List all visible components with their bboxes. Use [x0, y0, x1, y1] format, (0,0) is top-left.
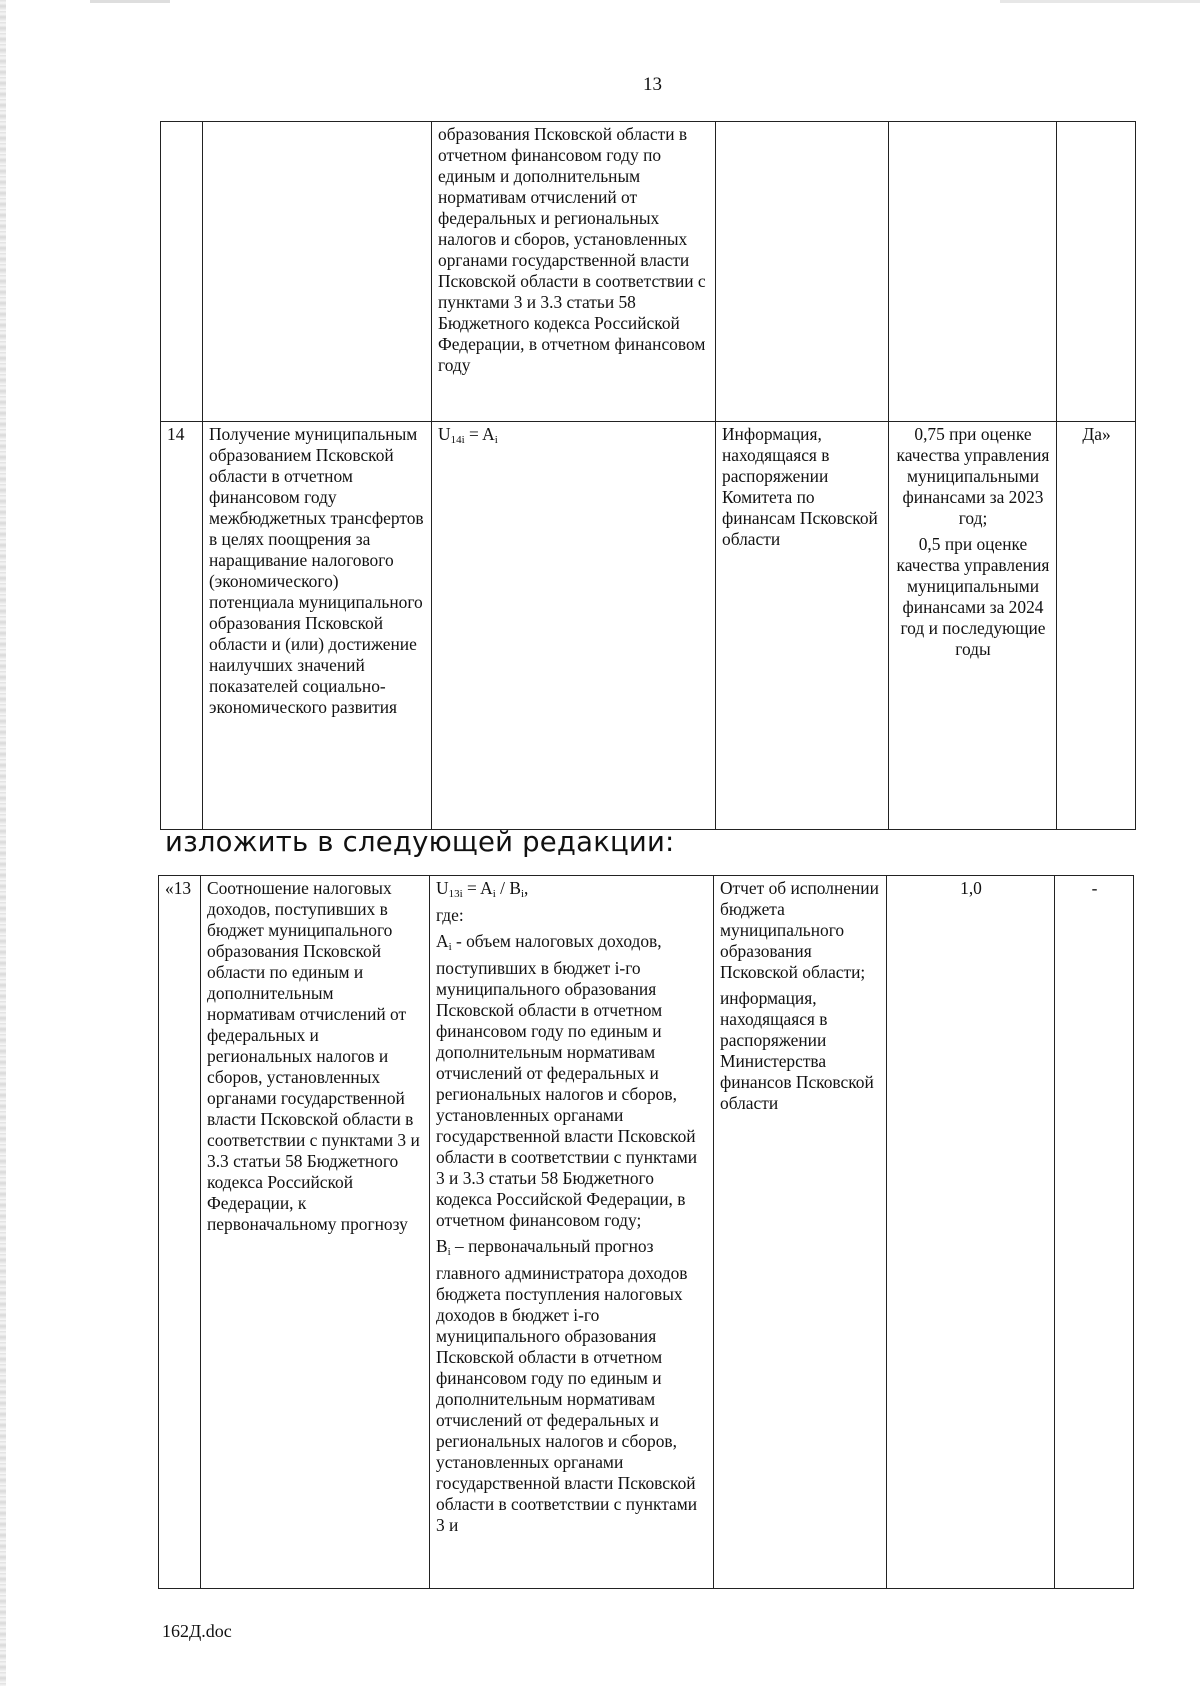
cell-name	[203, 122, 432, 422]
cell-flag: Да»	[1057, 422, 1136, 830]
weight-2024: 0,5 при оценке качества управления муниципальными финансами за 2024 год и последующие годы	[896, 534, 1050, 659]
criteria-table-new	[158, 875, 1134, 1589]
formula-equals: = A	[462, 878, 493, 898]
table-row-13	[159, 876, 1134, 1589]
page-number: 13	[643, 74, 662, 95]
formula-u13	[436, 878, 708, 905]
cell-flag: -	[1055, 876, 1134, 1589]
formula-divide: / B	[495, 878, 521, 898]
cell-number: 14	[161, 422, 203, 830]
formula-symbol: U	[436, 878, 449, 898]
scan-mark-top-right	[1000, 0, 1200, 3]
cell-formula	[430, 876, 714, 1589]
cell-weight	[889, 422, 1057, 830]
formula-tail: ,	[524, 878, 529, 898]
definition-subscript: i	[448, 941, 452, 953]
weight-2023: 0,75 при оценке качества управления муниципальными финансами за 2023 год;	[896, 424, 1050, 528]
cell-weight: 1,0	[887, 876, 1055, 1589]
formula-subscript: i	[492, 888, 496, 900]
definition-b	[436, 1236, 708, 1536]
criteria-table-original	[160, 121, 1136, 830]
cell-formula	[432, 422, 716, 830]
cell-formula: образования Псковской области в отчетном финансовом году по единым и дополнительным нормативам отчислений от федеральных и региональных налогов и сборов, установленных органами государственной власти Псковской области в соответствии с пунктами 3 и 3.3 статьи 58 Бюджетного кодекса Российской Федерации, в отчетном финансовом году	[432, 122, 716, 422]
scan-mark-top	[90, 0, 170, 3]
formula-subscript: 13i	[448, 888, 463, 900]
cell-source	[716, 122, 889, 422]
definition-text: - объем налоговых доходов, поступивших в бюджет i-го муниципального образования Псковской области в отчетном финансовом году по единым и дополнительным нормативам отчислений от федеральных и региональных налогов и сборов, установленных органами государственной власти Псковской области в соответствии с пунктами 3 и 3.3 статьи 58 Бюджетного кодекса Российской Федерации, в отчетном финансовом году;	[436, 931, 698, 1230]
source-ministry: информация, находящаяся в распоряжении Министерства финансов Псковской области	[720, 988, 874, 1113]
formula-equals: = A	[464, 424, 495, 444]
formula-subscript: 14i	[450, 434, 465, 446]
definition-a	[436, 931, 708, 1231]
source-report: Отчет об исполнении бюджета муниципального образования Псковской области;	[720, 878, 879, 982]
formula-subscript: i	[520, 888, 524, 900]
formula-symbol: U	[438, 424, 451, 444]
cell-source: Информация, находящаяся в распоряжении Комитета по финансам Псковской области	[716, 422, 889, 830]
definition-text: – первоначальный прогноз главного администратора доходов бюджета поступления налоговых доходов в бюджет i-го муниципального образования Псковской области в отчетном финансовом году по единым и дополнительным нормативам отчислений от федеральных и региональных налогов и сборов, установленных органами государственной власти Псковской области в соответствии с пунктами 3 и	[436, 1236, 698, 1535]
table-row-continuation	[161, 122, 1136, 422]
definition-subscript: i	[447, 1246, 451, 1258]
cell-name: Соотношение налоговых доходов, поступивших в бюджет муниципального образования Псковской области по единым и дополнительным нормативам отчислений от федеральных и региональных налогов и сборов, установленных органами государственной власти Псковской области в соответствии с пунктами 3 и 3.3 статьи 58 Бюджетного кодекса Российской Федерации, к первоначальному прогнозу	[201, 876, 430, 1589]
formula-subscript: i	[494, 434, 498, 446]
cell-name: Получение муниципальным образованием Псковской области в отчетном финансовом году межбюджетных трансфертов в целях поощрения за наращивание налогового (экономического) потенциала муниципального образования Псковской области и (или) достижение наилучших значений показателей социально-экономического развития	[203, 422, 432, 830]
formula-where: где:	[436, 905, 464, 925]
cell-flag	[1057, 122, 1136, 422]
scan-edge-left	[0, 0, 6, 1686]
cell-number	[161, 122, 203, 422]
section-heading: изложить в следующей редакции:	[165, 826, 675, 858]
footer-filename: 162Д.doc	[162, 1621, 232, 1641]
formula-u14	[438, 424, 710, 451]
cell-weight	[889, 122, 1057, 422]
definition-symbol: A	[436, 931, 449, 951]
definition-symbol: B	[436, 1236, 448, 1256]
cell-source	[714, 876, 887, 1589]
cell-number: «13	[159, 876, 201, 1589]
table-row-14	[161, 422, 1136, 830]
